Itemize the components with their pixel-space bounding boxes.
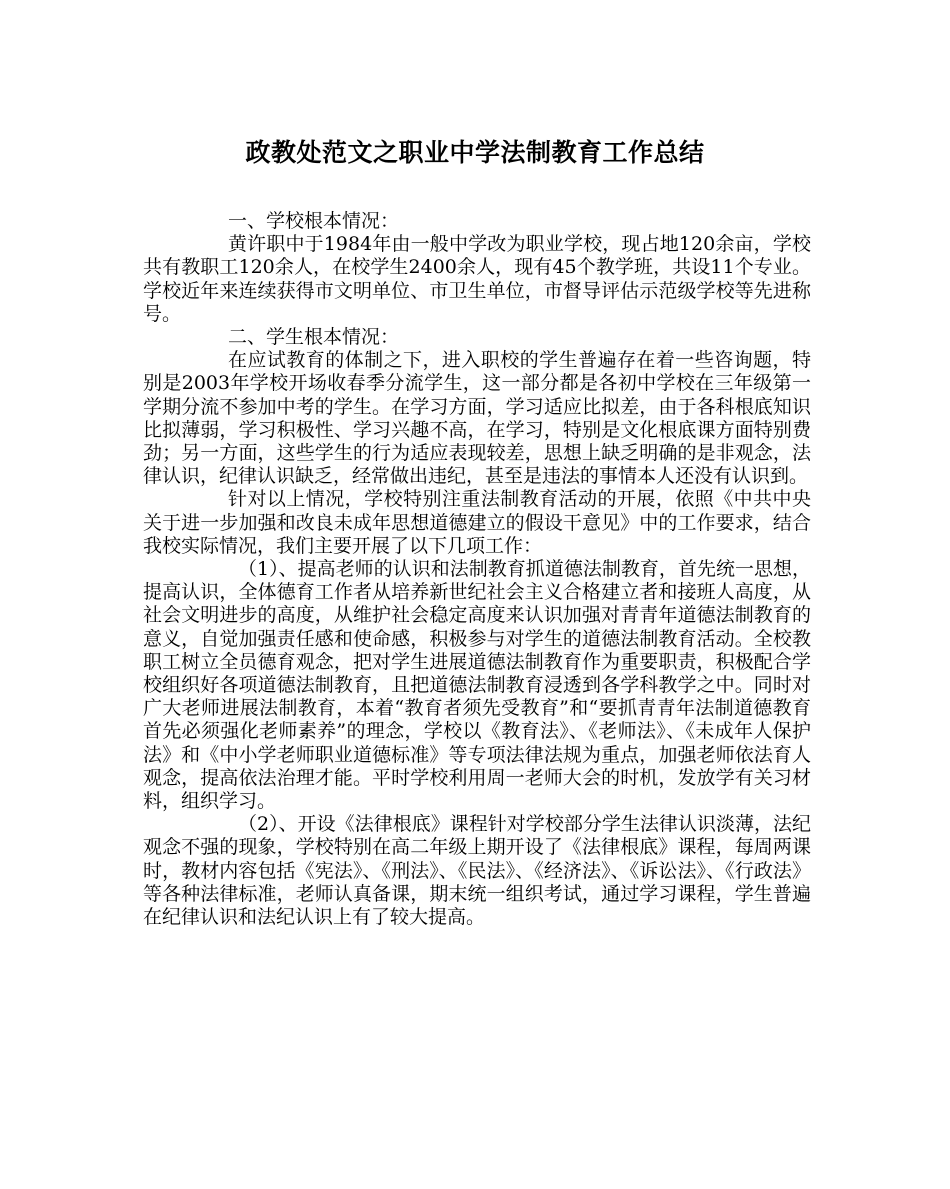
paragraph-item-1: （1）、提高老师的认识和法制教育抓道德法制教育，首先统一思想，提高认识，全体德育工作者从培养新世纪社会主义合格建立者和接班人高度，从社会文明进步的高度，从维护社会稳定高度来认识加强对青青年道德法制教育的意义，自觉加强责任感和使命感，积极参与对学生的道德法制教育活动。全校教职工树立全员德育观念，把对学生进展道德法制教育作为重要职责，积极配合学校组织好各项道德法制教育，且把道德法制教育浸透到各学科教学之中。同时对广大老师进展法制教育，本着“教育者须先受教育”和“要抓青青年法制道德教育首先必须强化老师素养”的理念，学校以《教育法》、《老师法》、《未成年人保护法》和《中小学老师职业道德标准》等专项法律法规为重点，加强老师依法育人观念，提高依法治理才能。平时学校利用周一老师大会的时机，发放学有关习材料，组织学习。: [143, 558, 811, 813]
section-heading-school-basics: 一、学校根本情况：: [228, 210, 400, 232]
paragraph-student-basics: 在应试教育的体制之下，进入职校的学生普遍存在着一些咨询题，特别是2003年学校开场收春季分流学生，这一部分都是各初中学校在三年级第一学期分流不参加中考的学生。在学习方面，学习适应比拟差，由于各科根底知识比拟薄弱，学习积极性、学习兴趣不高，在学习，特别是文化根底课方面特别费劲；另一方面，这些学生的行为适应表现较差，思想上缺乏明确的是非观念，法律认识，纪律认识缺乏，经常做出违纪，甚至是违法的事情本人还没有认识到。: [143, 349, 811, 488]
paragraph-school-basics: 黄许职中于1984年由一般中学改为职业学校，现占地120余亩，学校共有教职工120余人，在校学生2400余人，现有45个教学班，共设11个专业。学校近年来连续获得市文明单位、市卫生单位，市督导评估示范级学校等先进称号。: [143, 233, 811, 325]
document-title: 政教处范文之职业中学法制教育工作总结: [245, 138, 705, 167]
document-body: [143, 210, 811, 929]
section-heading-student-basics: 二、学生根本情况：: [228, 326, 400, 349]
paragraph-work-intro: 针对以上情况，学校特别注重法制教育活动的开展，依照《中共中央关于进一步加强和改良未成年思想道德建立的假设干意见》中的工作要求，结合我校实际情况，我们主要开展了以下几项工作：: [143, 488, 811, 557]
paragraph-item-2: （2）、开设《法律根底》课程针对学校部分学生法律认识淡薄，法纪观念不强的现象，学校特别在高二年级上期开设了《法律根底》课程，每周两课时，教材内容包括《宪法》、《刑法》、《民法》、《经济法》、《诉讼法》、《行政法》等各种法律标准，老师认真备课，期末统一组织考试，通过学习课程，学生普遍在纪律认识和法纪认识上有了较大提高。: [143, 813, 811, 929]
